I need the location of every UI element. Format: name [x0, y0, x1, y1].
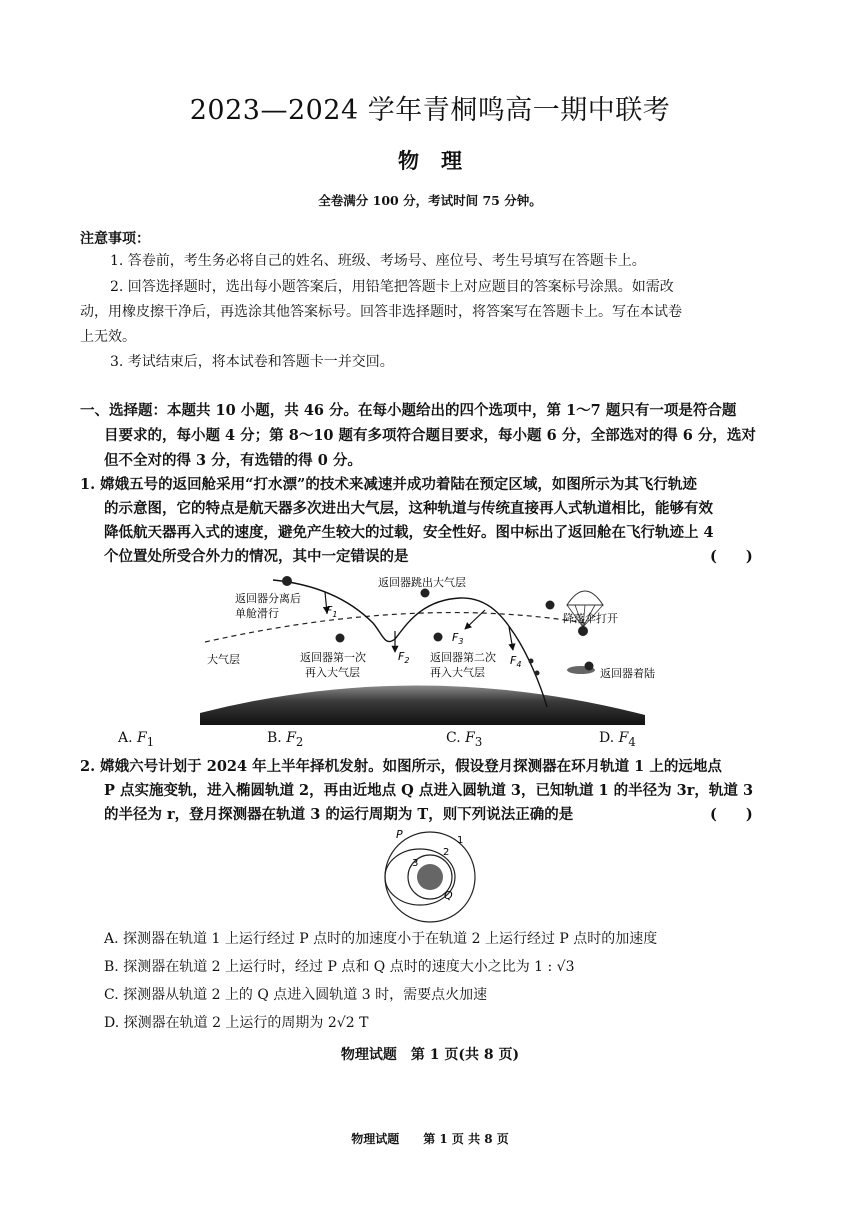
q2-line3: 的半径为 r，登月探测器在轨道 3 的运行周期为 T，则下列说法正确的是 — [104, 806, 574, 823]
lunar-orbit-diagram — [370, 825, 490, 925]
skip-reentry-diagram — [195, 565, 655, 725]
q2-option-d: D. 探测器在轨道 2 上运行的周期为 2√2 T — [104, 1015, 369, 1031]
trajectory-dot — [529, 659, 534, 664]
label-jump-out: 返回器跳出大气层 — [378, 576, 466, 589]
exam-title: 2023—2024 学年青桐鸣高一期中联考 — [189, 95, 671, 126]
note-item-1: 1. 答卷前，考生务必将自己的姓名、班级、考场号、座位号、考生号填写在答题卡上。 — [110, 253, 646, 269]
q2-option-a: A. 探测器在轨道 1 上运行经过 P 点时的加速度小于在轨道 2 上运行经过 P 点时的加速度 — [104, 931, 658, 947]
capsule-icon — [336, 634, 345, 643]
label-parachute: 降落伞打开 — [563, 612, 618, 625]
point-q-label: Q — [444, 889, 453, 902]
landed-capsule-icon — [567, 662, 595, 675]
note-item-3: 3. 考试结束后，将本试卷和答题卡一并交回。 — [110, 354, 394, 370]
q1-line4: 个位置处所受合外力的情况，其中一定错误的是 — [104, 548, 409, 565]
f4-label: $F_4$ — [510, 654, 522, 669]
q1-option-a: A. $F_1$ — [118, 730, 155, 749]
q2-option-c: C. 探测器从轨道 2 上的 Q 点进入圆轨道 3 时，需要点火加速 — [104, 987, 488, 1003]
section1-line3: 但不全对的得 3 分，有选错的得 0 分。 — [104, 452, 362, 469]
notes-heading: 注意事项： — [80, 231, 150, 247]
capsule-icon — [546, 601, 555, 610]
point-p-label: P — [396, 828, 403, 841]
label-first-reentry-line1: 返回器第一次 — [300, 651, 366, 664]
note-item-2-line3: 上无效。 — [80, 329, 136, 345]
capsule-icon — [421, 589, 430, 598]
orbit-1-label: 1 — [457, 835, 464, 846]
label-second-reentry-line1: 返回器第二次 — [430, 651, 496, 664]
q1-option-b: B. $F_2$ — [267, 730, 304, 749]
q2-answer-bracket: ( ) — [710, 806, 753, 823]
q2-option-b: B. 探测器在轨道 2 上运行时，经过 P 点和 Q 点时的速度大小之比为 1 : √3 — [104, 959, 575, 975]
label-separate-line1: 返回器分离后 — [235, 592, 301, 605]
earth-surface — [200, 685, 645, 725]
q1-option-c: C. $F_3$ — [446, 730, 483, 749]
label-atmosphere: 大气层 — [207, 653, 240, 666]
label-landing: 返回器着陆 — [600, 667, 655, 680]
q1-option-d: D. $F_4$ — [599, 730, 636, 749]
full-score-note: 全卷满分 100 分，考试时间 75 分钟。 — [318, 193, 542, 208]
subject-title: 物理 — [398, 148, 484, 173]
q2-line1: 2. 嫦娥六号计划于 2024 年上半年择机发射。如图所示，假设登月探测器在环月轨道 1 上的远地点 — [80, 758, 722, 775]
q1-answer-bracket: ( ) — [710, 548, 753, 565]
q1-line2: 的示意图，它的特点是航天器多次进出大气层，这种轨道与传统直接再人式轨道相比，能够有效 — [104, 500, 713, 517]
orbit-3-label: 3 — [412, 858, 419, 869]
section1-line2: 目要求的，每小题 4 分；第 8～10 题有多项符合题目要求，每小题 6 分，全部选对的得 6 分，选对 — [104, 427, 756, 444]
capsule-icon — [282, 576, 292, 586]
section1-line1: 一、选择题：本题共 10 小题，共 46 分。在每小题给出的四个选项中，第 1～7 题只有一项是符合题 — [80, 402, 737, 419]
q1-line3: 降低航天器再入式的速度，避免产生较大的过载，安全性好。图中标出了返回舱在飞行轨迹上 4 — [104, 524, 714, 541]
f2-label: $F_2$ — [398, 650, 410, 665]
label-second-reentry-line2: 再入大气层 — [430, 666, 485, 679]
label-separate-line2: 单舱滑行 — [235, 607, 279, 620]
orbit-2-label: 2 — [443, 847, 450, 858]
label-first-reentry-line2: 再入大气层 — [305, 666, 360, 679]
f1-label: $F_1$ — [326, 604, 338, 619]
q1-line1: 1. 嫦娥五号的返回舱采用“打水漂”的技术来减速并成功着陆在预定区域，如图所示为其飞行轨迹 — [80, 476, 697, 493]
page-footer-inner: 物理试题 第 1 页(共 8 页) — [340, 1047, 520, 1063]
q2-line2: P 点实施变轨，进入椭圆轨道 2，再由近地点 Q 点进入圆轨道 3，已知轨道 1 的半径为 3r，轨道 3 — [104, 782, 754, 799]
note-item-2-line1: 2. 回答选择题时，选出每小题答案后，用铅笔把答题卡上对应题目的答案标号涂黑。如需改 — [110, 279, 674, 295]
f3-label: $F_3$ — [452, 631, 464, 646]
note-item-2-line2: 动，用橡皮擦干净后，再选涂其他答案标号。回答非选择题时，将答案写在答题卡上。写在本试卷 — [80, 304, 682, 320]
page-footer-outer: 物理试题 第 1 页 共 8 页 — [351, 1132, 509, 1146]
moon-icon — [417, 864, 443, 890]
label-earth: 地球 — [203, 695, 225, 708]
trajectory-dot — [535, 671, 540, 676]
capsule-icon — [434, 633, 443, 642]
